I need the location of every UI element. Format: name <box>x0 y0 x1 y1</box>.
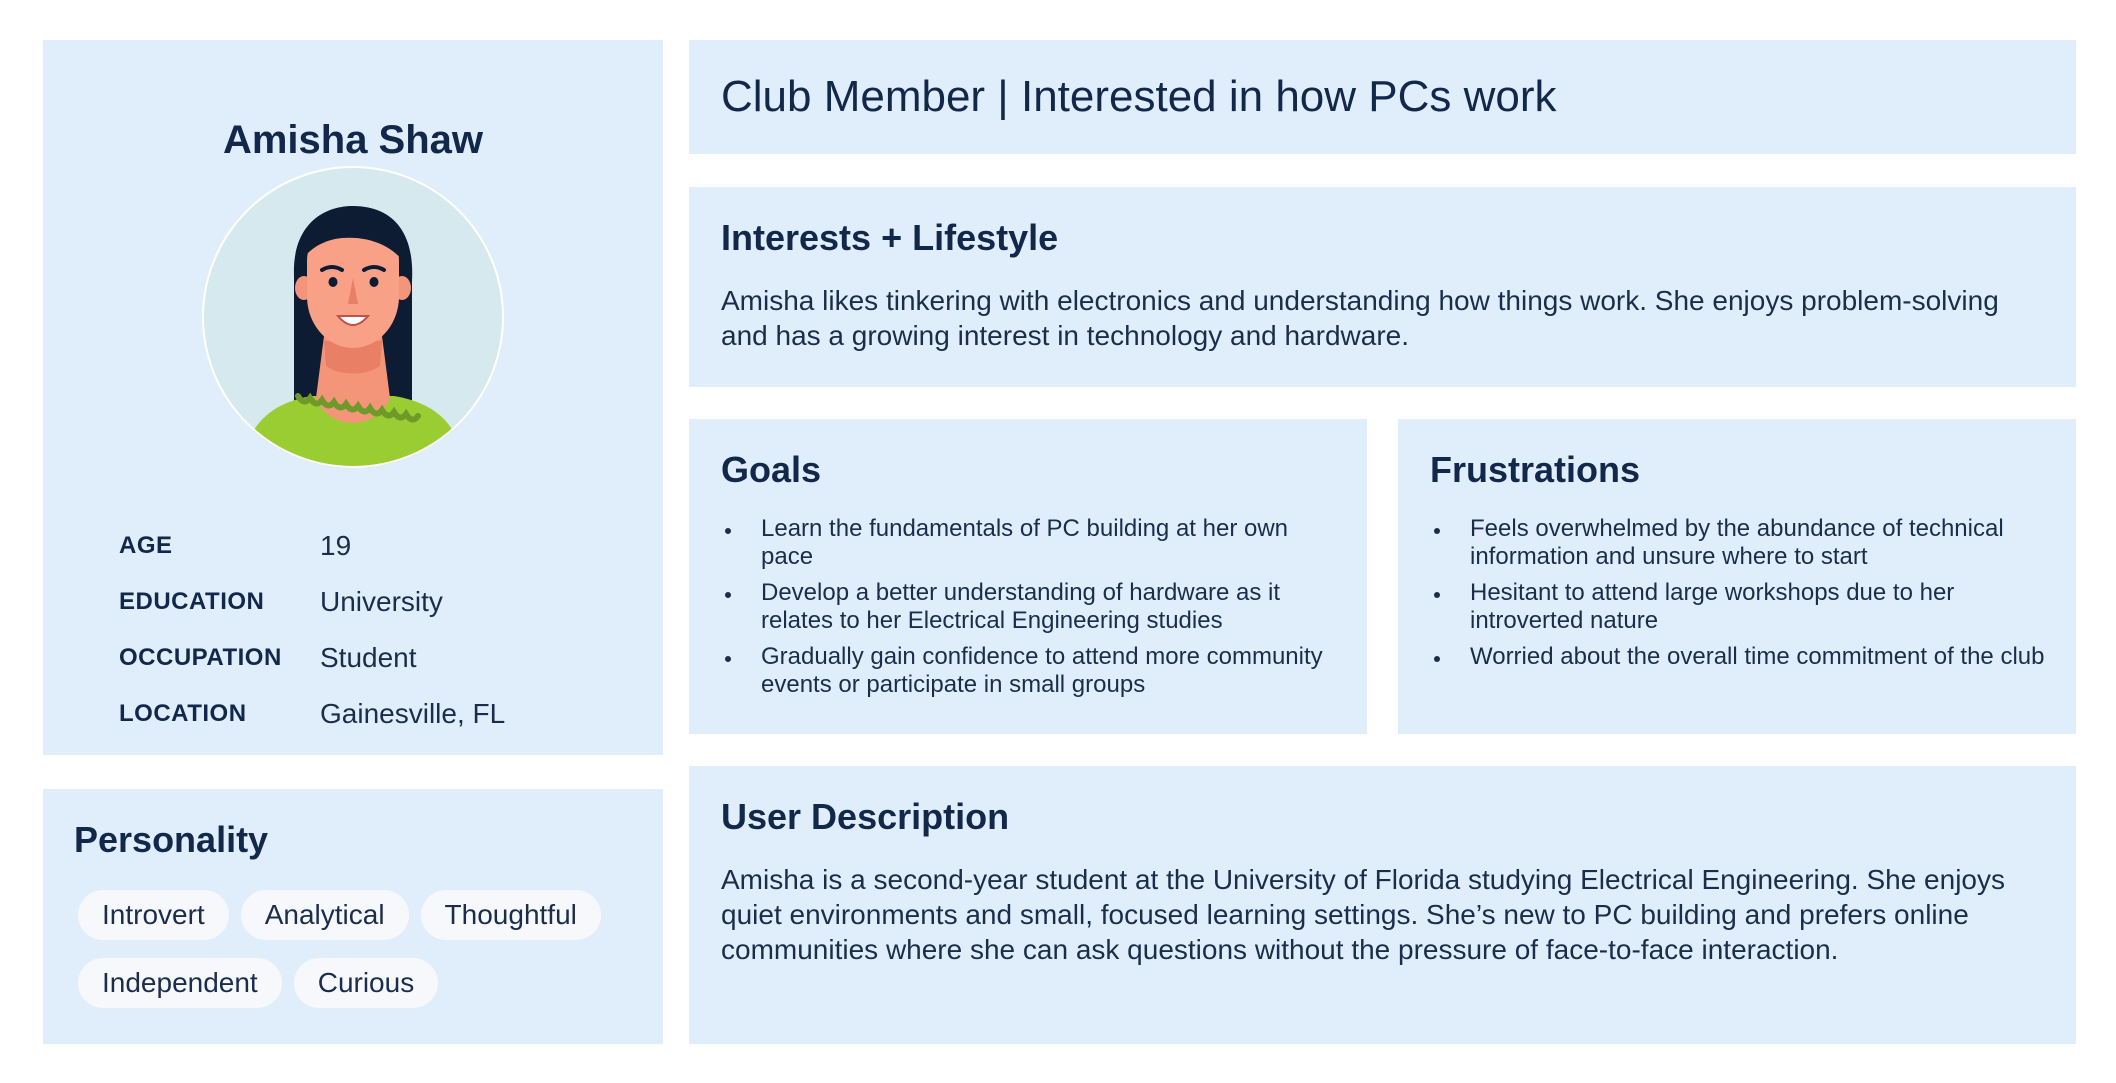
fact-value: 19 <box>320 530 352 561</box>
fact-value: University <box>320 586 443 617</box>
personality-tags <box>78 890 648 1008</box>
fact-label: OCCUPATION <box>119 644 282 671</box>
personality-tag: Independent <box>78 958 282 1008</box>
user-description-card <box>689 766 2076 1044</box>
fact-label: EDUCATION <box>119 588 265 615</box>
fact-value: Gainesville, FL <box>320 698 506 729</box>
persona-facts <box>119 518 505 742</box>
avatar-illustration <box>202 166 504 468</box>
list-item: Feels overwhelmed by the abundance of technical information and unsure where to start <box>1434 515 2054 571</box>
interests-body: Amisha likes tinkering with electronics and understanding how things work. She enjoys problem-solving and has a growing interest in technology and hardware. <box>721 285 1999 351</box>
list-item: Hesitant to attend large workshops due to her introverted nature <box>1434 579 2054 635</box>
goals-list <box>725 515 1345 707</box>
persona-header <box>689 40 2076 154</box>
personality-tag: Thoughtful <box>421 890 601 940</box>
list-item: Worried about the overall time commitment of the club <box>1434 643 2054 671</box>
interests-card <box>689 187 2076 387</box>
profile-card <box>43 40 663 755</box>
frustrations-list <box>1434 515 2054 679</box>
persona-name: Amisha Shaw <box>222 118 484 162</box>
user-description-body: Amisha is a second-year student at the University of Florida studying Electrical Engineering. She enjoys quiet environments and small, focused learning settings. She’s new to PC building and prefers online communities where she can ask questions without the pressure of face-to-face interaction. <box>721 864 2005 965</box>
list-item: Learn the fundamentals of PC building at her own pace <box>725 515 1345 571</box>
list-item: Gradually gain confidence to attend more community events or participate in small groups <box>725 643 1345 699</box>
fact-education <box>119 574 505 630</box>
user-description-title: User Description <box>721 796 1010 837</box>
personality-tag: Introvert <box>78 890 229 940</box>
fact-occupation <box>119 630 505 686</box>
fact-value: Student <box>320 642 417 673</box>
goals-card <box>689 419 1367 734</box>
personality-title: Personality <box>74 819 269 860</box>
frustrations-title: Frustrations <box>1430 449 1641 490</box>
fact-label: AGE <box>119 532 173 559</box>
frustrations-card <box>1398 419 2076 734</box>
persona-role-title: Club Member | Interested in how PCs work <box>721 72 1557 121</box>
fact-age <box>119 518 505 574</box>
goals-title: Goals <box>721 449 822 490</box>
list-item: Develop a better understanding of hardware as it relates to her Electrical Engineering studies <box>725 579 1345 635</box>
avatar <box>202 166 504 468</box>
fact-location <box>119 686 505 742</box>
interests-title: Interests + Lifestyle <box>721 217 1059 258</box>
personality-tag: Curious <box>294 958 438 1008</box>
personality-tag: Analytical <box>241 890 409 940</box>
fact-label: LOCATION <box>119 700 247 727</box>
personality-card <box>43 789 663 1044</box>
